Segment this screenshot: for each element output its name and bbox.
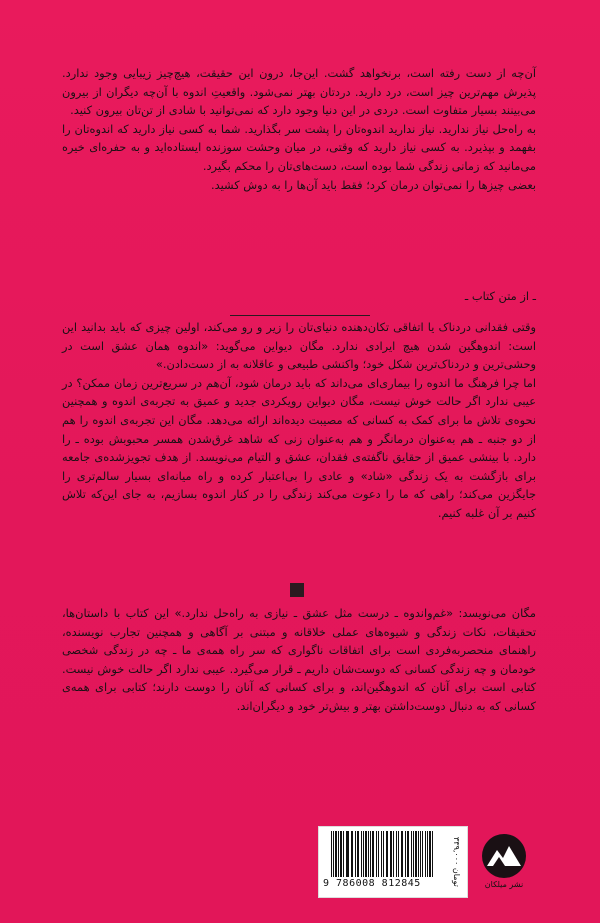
barcode-stripe [411,831,412,877]
barcode-stripe [396,831,397,877]
barcode-stripe [346,831,347,877]
barcode-stripe [398,831,399,877]
quote-paragraph-2: به راه‌حل نیاز ندارید. نیاز ندارید اندوه‌تان را پشت سر بگذارید. شما به کسی نیاز دارید که اندوه‌تان را بفهمد و بپذیرد. به کسی نیاز دارید که وقتی، در میان وحشت سوزنده ایستاده‌اید و به حفره‌ای خیره می‌مانید که زمانی زندگی شما بوده است، دست‌های‌تان را محکم بگیرد. [62,121,536,173]
mountain-logo-icon [475,832,533,880]
barcode-stripe [338,831,339,877]
barcode-stripe [386,831,387,877]
barcode-stripe [405,831,406,877]
publisher-name: نشر میلکان [484,880,524,889]
quote-paragraph-3: بعضی چیزها را نمی‌توان درمان کرد؛ فقط باید آن‌ها را به دوش کشید. [211,177,536,192]
barcode-stripe [413,831,414,877]
barcode-stripe [383,831,384,877]
barcode-stripe [372,831,374,877]
barcode-stripe [361,831,362,877]
barcode-stripe [429,831,431,877]
publisher-logo [475,832,533,894]
barcode-stripe [425,831,426,877]
barcode-stripe [357,831,359,877]
barcode-stripe [387,831,388,877]
barcode-label [318,826,468,898]
barcode-stripe [422,831,423,877]
barcode-stripe [365,831,366,877]
barcode-stripe [352,831,353,877]
barcode-stripe [331,831,332,877]
barcode-stripe [415,831,416,877]
quote-attribution: ـ از متن کتاب ـ [464,289,536,303]
barcode-stripe [355,831,356,877]
barcode-bars [331,831,435,877]
barcode-stripe [347,831,348,877]
summary-block [62,604,536,716]
barcode-stripe [407,831,409,877]
barcode-stripe [427,831,428,877]
barcode-digits: 9 786008 812845 [323,878,421,889]
barcode-stripe [420,831,421,877]
barcode-stripe [335,831,336,877]
barcode-stripe [351,831,352,877]
barcode-stripe [376,831,377,877]
price-label: ۳۳۹,۰۰۰ تومان [452,837,461,887]
description-paragraph-2: اما چرا فرهنگ ما اندوه را بیماری‌ای می‌داند که باید درمان شود، آن‌هم در سریع‌ترین زمان ممکن؟ در عیبی ندارد اگر حالت خوش نیست، مگان دیواین رویکردی جدید و عمیق به تجربه‌ی اندوه و همچنین نحوه‌ی تلاش ما برای کمک به کسانی که مصیبت دیده‌اند ارائه می‌دهد. مگان این تجربه‌ی اندوه را هم از دو جنبه ـ هم به‌عنوان درمانگر و هم به‌عنوان زنی که شاهد غرق‌شدن همسر محبوبش بوده ـ را دارد. با بینشی عمیق از حقایق ناگفته‌ی فقدان، عشق و التیام می‌نویسد. از هدف تجویزشده‌ی جامعه برای بازگشت به یک زندگی «شاد» و عادی را بی‌اعتبار کرده و راه میانه‌ای بسیار سالم‌تری را جایگزین می‌کند؛ راهی که ما را دعوت می‌کند زندگی را در کنار اندوه بسازیم، به جای این‌که تلاش کنیم بر آن غلبه کنیم. [62,375,536,520]
square-ornament [290,583,304,597]
barcode-stripe [363,831,364,877]
section-divider [230,315,370,316]
barcode-stripe [393,831,394,877]
barcode-stripe [381,831,382,877]
barcode-stripe [333,831,334,877]
barcode-stripe [343,831,344,877]
barcode-stripe [340,831,342,877]
quote-block [62,64,536,194]
barcode-stripe [378,831,379,877]
barcode-stripe [368,831,369,877]
barcode-stripe [418,831,419,877]
barcode-stripe [432,831,433,877]
barcode-stripe [401,831,402,877]
barcode-stripe [390,831,392,877]
description-paragraph-1: وقتی فقدانی دردناک یا اتفاقی تکان‌دهنده دنیای‌تان را زیر و رو می‌کند، اولین چیزی که باید بدانید این است: اندوهگین شدن هیچ ایرادی ندارد. مگان دیواین می‌گوید: «اندوه همان عشق است در وحشی‌ترین و دردناک‌ترین شکل خود؛ واکنشی طبیعی و عاقلانه به از دست‌دادن.» [62,320,536,372]
quote-paragraph-1: آن‌چه از دست رفته است، برنخواهد گشت. این‌جا، درون این حقیقت، هیچ‌چیز زیبایی وجود ندارد. پذیرش مهم‌ترین چیز است، درد دارید. دردتان بهتر نمی‌شود. واقعیتِ اندوه با آن‌چه دیگران از بیرون می‌بینند بسیار متفاوت است. دردی در این دنیا وجود دارد که نمی‌توانید با شادی از تن‌تان بیرون کنید. [62,66,536,118]
summary-paragraph-1: مگان می‌نویسد: «غم‌واندوه ـ درست مثل عشق ـ نیازی به راه‌حل ندارد.» این کتاب با داستان‌ها، تحقیقات، نکات زندگی و شیوه‌های عملی خلاقانه و مبتنی بر آگاهی و همچنین تجارب نویسنده، راهنمای منحصربه‌فردی است برای اتفاقات ناگواری که سر راه همه‌ی ما ـ چه در زندگی شخصی خودمان و چه زندگی کسانی که دوست‌شان داریم ـ قرار می‌گیرد. عیبی ندارد اگر حالت خوش نیست. کتابی است برای آنان که اندوهگین‌اند، و برای کسانی که آنان را دوست دارند؛ کتابی برای همه‌ی کسانی که به دنبال دوست‌داشتن بهتر و بیش‌تر خود و دیگران‌اند. [62,606,536,713]
barcode-stripe [370,831,371,877]
description-block [62,318,536,523]
barcode-stripe [402,831,403,877]
